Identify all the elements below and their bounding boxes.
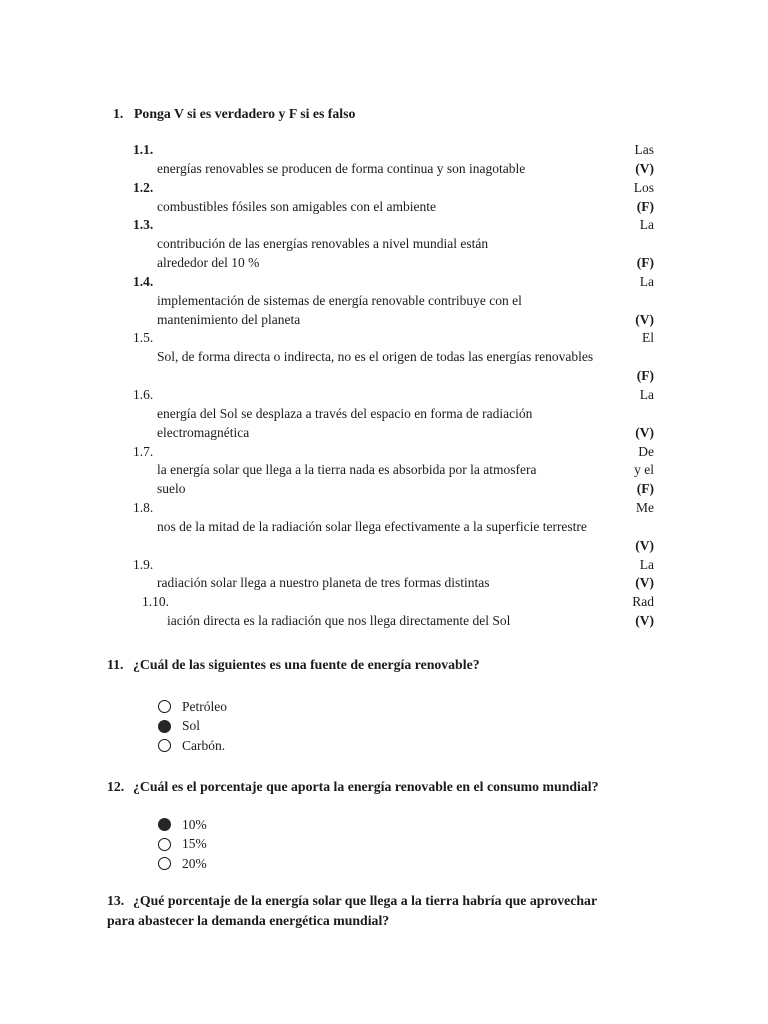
tf-row [0,217,654,236]
tf-row [0,425,654,444]
tf-tail-words: y el [634,462,654,478]
question-number: 13. [107,893,125,908]
tf-text: iación directa es la radiación que nos llega directamente del Sol [167,613,511,629]
tf-number: 1.1. [133,142,154,157]
tf-first-word: La [639,556,654,572]
tf-row [0,180,654,199]
section-heading-text: Ponga V si es verdadero y F si es falso [134,106,356,121]
tf-row [0,161,654,180]
tf-first-word: La [639,273,654,289]
tf-row [0,538,654,557]
tf-row [0,387,654,406]
tf-answer: (F) [636,255,654,271]
true-false-list [0,142,654,632]
tf-text: energías renovables se producen de forma continua y son inagotable [157,160,526,176]
tf-row [0,236,654,255]
option-label: 10% [182,816,207,832]
tf-first-word: Las [634,142,654,157]
option-carbon[interactable] [158,736,227,756]
question-text: ¿Qué porcentaje de la energía solar que llega a la tierra habría que aprovechar [133,893,598,908]
tf-answer: (F) [636,368,654,384]
tf-row [0,613,654,632]
option-label: 15% [182,836,207,852]
question-12 [107,777,599,797]
tf-row [0,481,654,500]
tf-number: 1.3. [133,217,154,233]
option-10pct[interactable] [158,815,207,835]
section-heading [113,106,708,122]
tf-first-word: De [638,443,654,459]
question-text: para abastecer la demanda energética mundial? [107,912,390,928]
tf-row [0,199,654,218]
tf-text: energía del Sol se desplaza a través del espacio en forma de radiación [157,405,533,421]
question-text: ¿Cuál de las siguientes es una fuente de energía renovable? [133,657,480,672]
radio-button-icon[interactable] [158,739,171,752]
tf-text: Sol, de forma directa o indirecta, no es el origen de todas las energías renovables [157,349,594,365]
tf-row [0,312,654,331]
tf-row [0,330,654,349]
option-label: Carbón. [182,737,226,753]
tf-number: 1.8. [133,500,154,516]
tf-row [0,142,654,161]
tf-text: combustibles fósiles son amigables con el ambiente [157,198,436,214]
question-number: 11. [107,657,124,672]
radio-button-icon[interactable] [158,720,171,733]
radio-button-icon[interactable] [158,838,171,851]
tf-text: electromagnética [157,424,250,440]
question-text: ¿Cuál es el porcentaje que aporta la energía renovable en el consumo mundial? [133,779,599,794]
tf-text: suelo [157,481,186,497]
tf-row [0,557,654,576]
tf-row [0,293,654,312]
radio-button-icon[interactable] [158,818,171,831]
option-20pct[interactable] [158,854,207,874]
tf-answer: (F) [636,198,654,214]
tf-row [0,444,654,463]
question-line [107,911,708,931]
question-number: 12. [107,779,125,794]
tf-first-word: Rad [632,594,654,610]
tf-row [0,274,654,293]
tf-row [0,368,654,387]
tf-first-word: Me [636,500,654,516]
tf-row [0,500,654,519]
option-sol[interactable] [158,717,227,737]
tf-text: contribución de las energías renovables a nivel mundial están [157,236,489,252]
tf-number: 1.5. [133,330,154,346]
option-15pct[interactable] [158,835,207,855]
tf-text: implementación de sistemas de energía renovable contribuye con el [157,292,522,308]
tf-text: alrededor del 10 % [157,255,260,271]
question-line [107,891,708,911]
section-number: 1. [113,106,124,121]
tf-row [0,406,654,425]
tf-text: la energía solar que llega a la tierra nada es absorbida por la atmosfera [157,462,537,478]
question-13 [107,891,708,930]
tf-number: 1.10. [142,594,169,610]
tf-number: 1.9. [133,556,154,572]
tf-row [0,519,654,538]
radio-button-icon[interactable] [158,857,171,870]
question-11 [107,655,480,675]
option-label: Sol [182,718,201,734]
question-12-options [158,815,207,874]
tf-row [0,349,654,368]
tf-row [0,462,654,481]
tf-first-word: Los [633,179,654,195]
tf-answer: (V) [635,311,654,327]
tf-row [0,594,654,613]
option-petroleo[interactable] [158,697,227,717]
tf-answer: (F) [636,481,654,497]
tf-first-word: El [642,330,654,346]
option-label: 20% [182,855,207,871]
tf-text: mantenimiento del planeta [157,311,301,327]
tf-first-word: La [639,386,654,402]
tf-row [0,575,654,594]
tf-answer: (V) [635,575,654,591]
radio-button-icon[interactable] [158,700,171,713]
tf-row [0,255,654,274]
tf-answer: (V) [635,613,654,629]
tf-number: 1.2. [133,179,154,195]
tf-number: 1.7. [133,443,154,459]
tf-text: nos de la mitad de la radiación solar llega efectivamente a la superficie terrestre [157,518,587,534]
tf-answer: (V) [635,537,654,553]
tf-text: radiación solar llega a nuestro planeta de tres formas distintas [157,575,490,591]
option-label: Petróleo [182,698,227,714]
tf-first-word: La [639,217,654,233]
question-11-options [158,697,227,756]
tf-number: 1.4. [133,273,154,289]
tf-answer: (V) [635,424,654,440]
tf-number: 1.6. [133,386,154,402]
tf-answer: (V) [635,160,654,176]
